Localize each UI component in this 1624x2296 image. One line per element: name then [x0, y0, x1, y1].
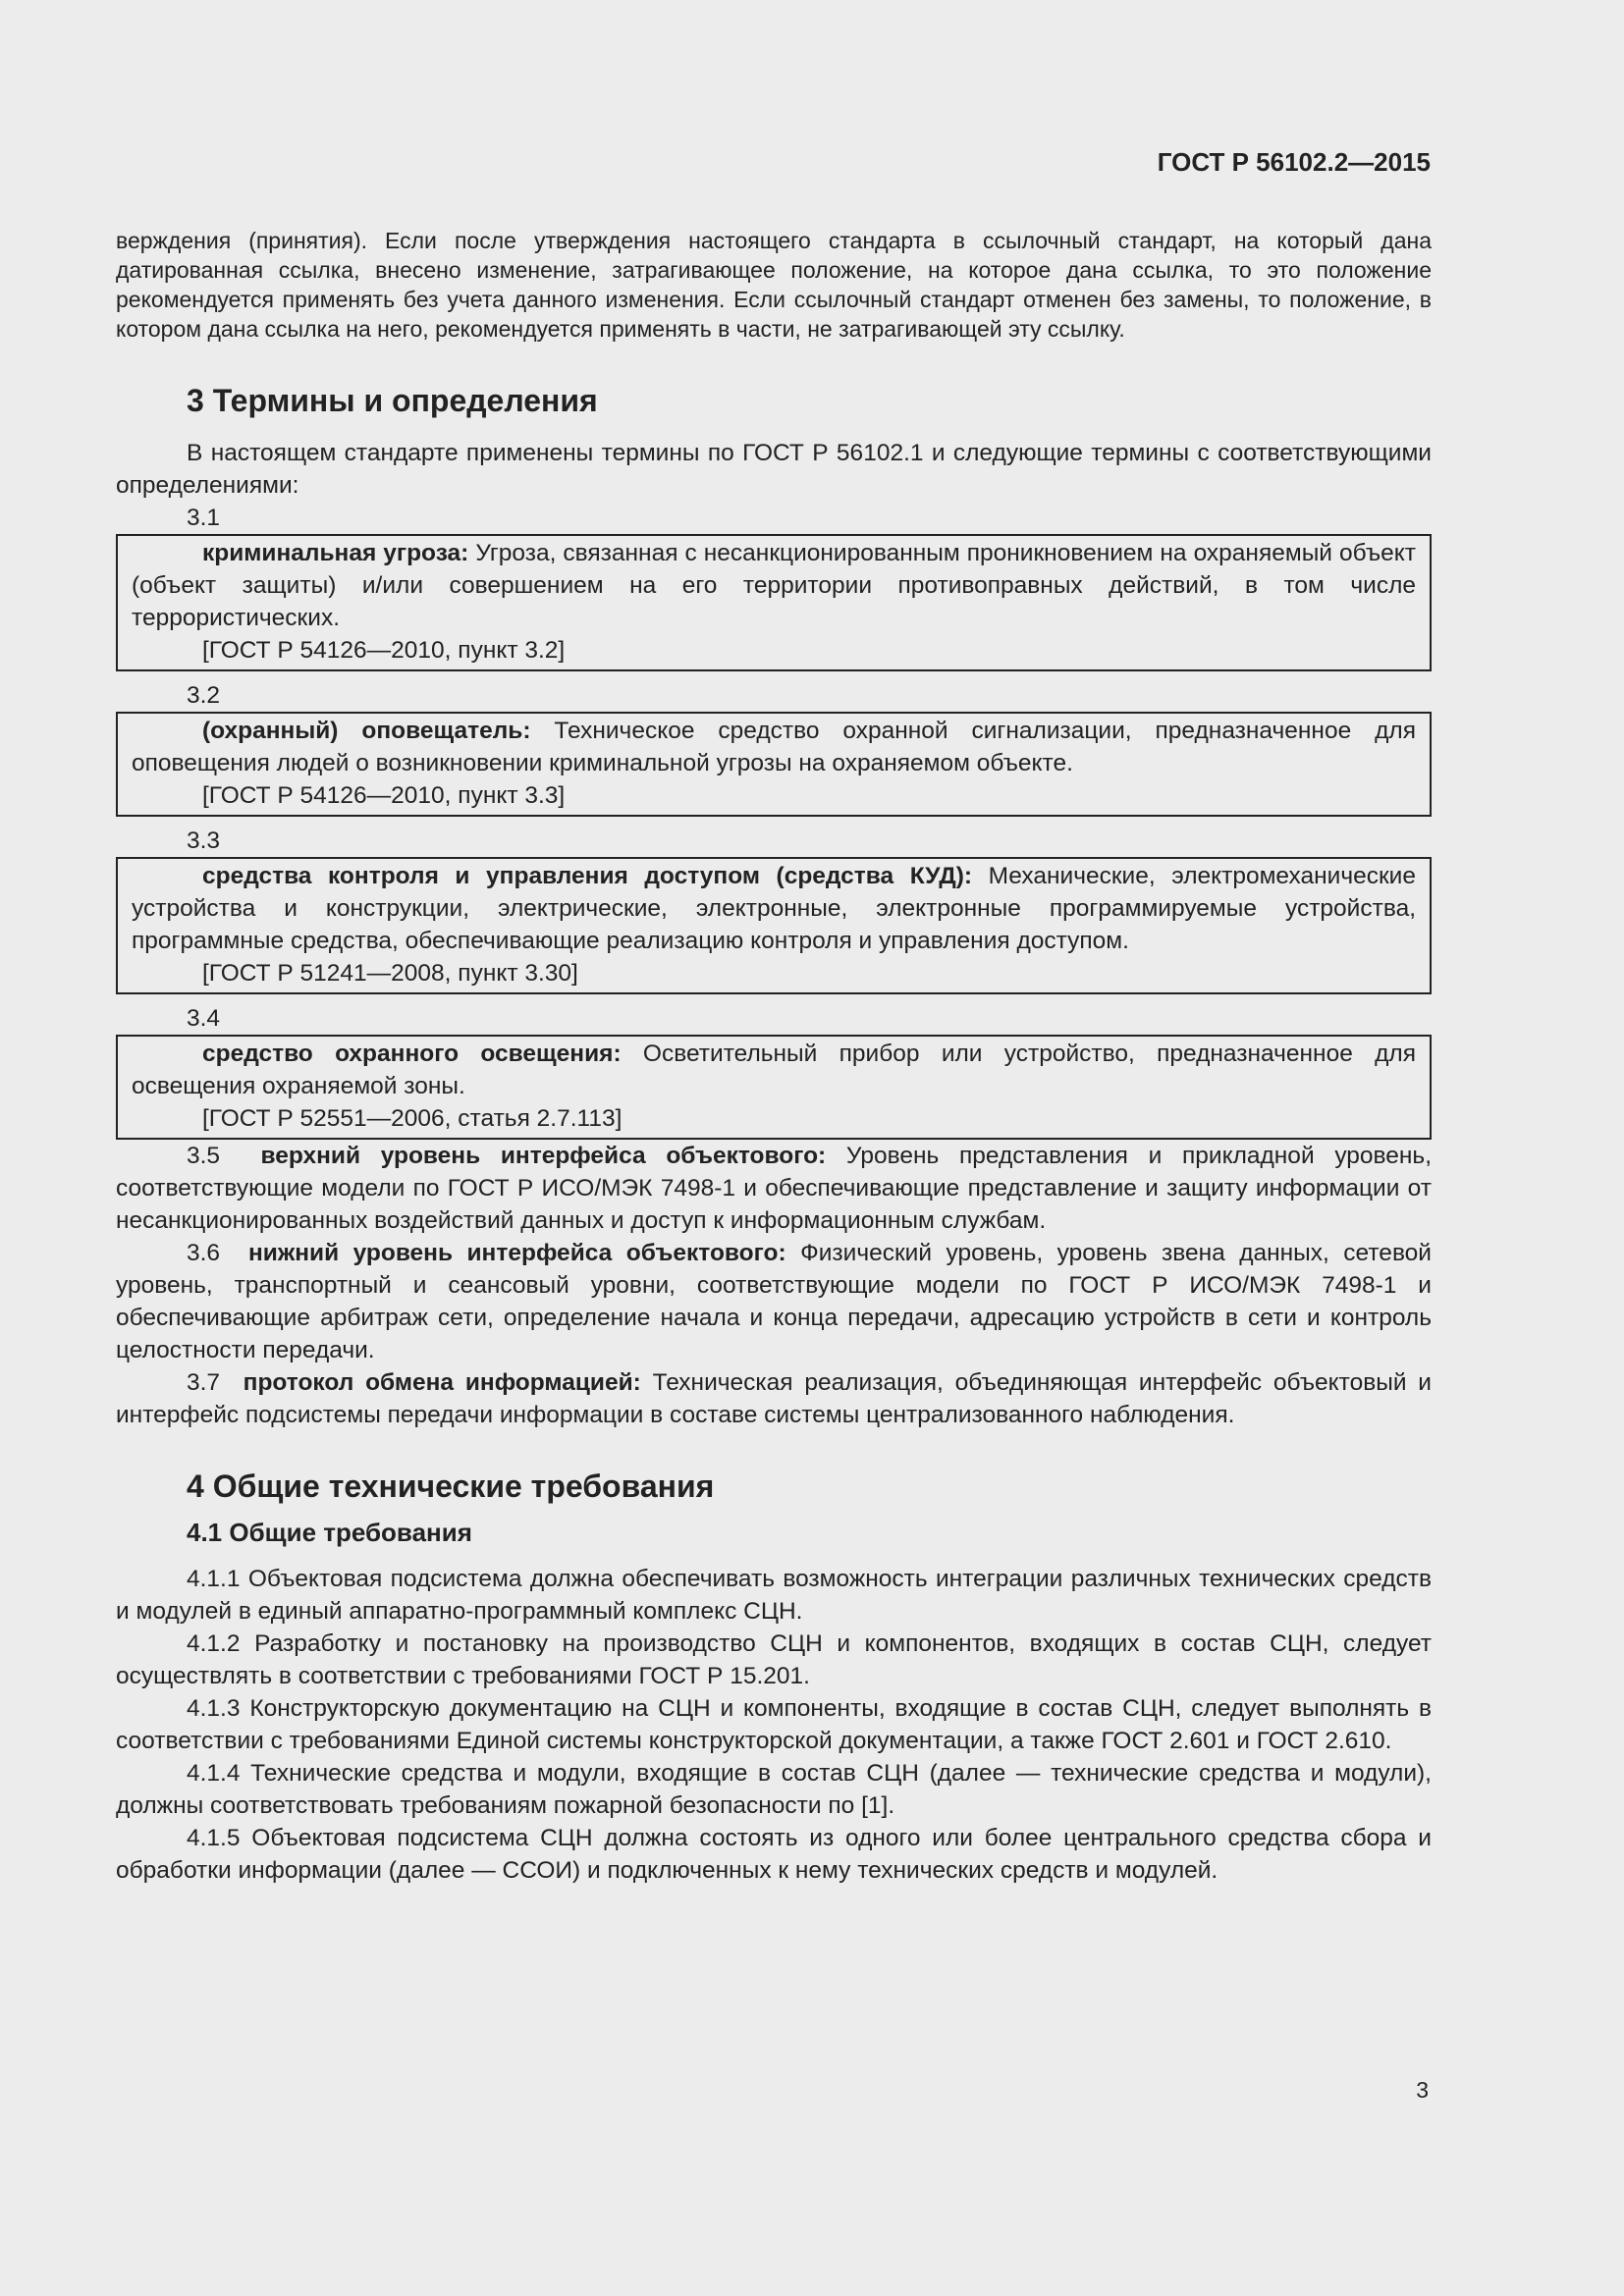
term-definition	[132, 860, 1416, 957]
section-4-title: 4 Общие технические требования	[187, 1468, 715, 1504]
term-text: Осветительный прибор или устройство, предназначенное для освещения охраняемой зоны.	[132, 1041, 1416, 1099]
term-number: 3.5	[187, 1143, 221, 1169]
item-text: Объектовая подсистема СЦН должна состоять из одного или более центрального средства сбора и обработки информации (далее — ССОИ) и подключенных к нему технических средств и модулей.	[116, 1825, 1432, 1884]
term-source: [ГОСТ Р 51241—2008, пункт 3.30]	[202, 960, 578, 987]
term-text: Техническая реализация, объединяющая интерфейс объектовый и интерфейс подсистемы передачи информации в составе системы централизованного наблюдения.	[116, 1369, 1432, 1428]
section-3-intro: В настоящем стандарте применены термины по ГОСТ Р 56102.1 и следующие термины с соответствующими определениями:	[116, 440, 1432, 499]
item-number: 4.1.1	[187, 1566, 241, 1592]
page-number: 3	[1416, 2077, 1429, 2103]
subsection-4-1-title: 4.1 Общие требования	[187, 1518, 472, 1547]
term-text: Техническое средство охранной сигнализации, предназначенное для оповещения людей о возникновении криминальной угрозы на охраняемом объекте.	[132, 718, 1416, 776]
term-number: 3.7	[187, 1369, 221, 1396]
term-box-3-1	[116, 534, 1432, 671]
item-text: Объектовая подсистема должна обеспечивать возможность интеграции различных технических средств и модулей в единый аппаратно-программный комплекс СЦН.	[116, 1566, 1432, 1625]
term-source: [ГОСТ Р 54126—2010, пункт 3.2]	[202, 637, 566, 664]
term-number-3-4: 3.4	[187, 1005, 221, 1032]
term-number-3-3: 3.3	[187, 828, 221, 854]
term-box-3-2	[116, 712, 1432, 817]
term-definition	[132, 715, 1416, 779]
item-4-1-1	[116, 1563, 1432, 1628]
item-4-1-4	[116, 1757, 1432, 1822]
term-number: 3.6	[187, 1240, 221, 1266]
intro-paragraph: верждения (принятия). Если после утверждения настоящего стандарта в ссылочный стандарт, на который дана датированная ссылка, внесено изменение, затрагивающее положение, на которое дана ссылка, то это положение рекомендуется применять без учета данного изменения. Если ссылочный стандарт отменен без замены, то положение, в котором дана ссылка на него, рекомендуется применять в части, не затрагивающей эту ссылку.	[116, 228, 1432, 342]
section-3-title: 3 Термины и определения	[187, 383, 598, 418]
item-4-1-5	[116, 1822, 1432, 1887]
term-name: верхний уровень интерфейса объектового:	[260, 1143, 827, 1169]
term-3-5	[116, 1140, 1432, 1237]
term-3-6	[116, 1237, 1432, 1366]
term-name: средства контроля и управления доступом (средства КУД):	[202, 863, 973, 889]
term-box-3-4	[116, 1035, 1432, 1140]
item-text: Конструкторскую документацию на СЦН и компоненты, входящие в состав СЦН, следует выполнять в соответствии с требованиями Единой системы конструкторской документации, а также ГОСТ 2.601 и ГОСТ 2.610.	[116, 1695, 1432, 1754]
item-4-1-2	[116, 1628, 1432, 1692]
term-name: протокол обмена информацией:	[243, 1369, 641, 1396]
item-number: 4.1.5	[187, 1825, 241, 1851]
item-text: Разработку и постановку на производство СЦН и компонентов, входящих в состав СЦН, следует осуществлять в соответствии с требованиями ГОСТ Р 15.201.	[116, 1630, 1432, 1689]
item-number: 4.1.3	[187, 1695, 241, 1722]
term-text: Механические, электромеханические устройства и конструкции, электрические, электронные, электронные программируемые устройства, программные средства, обеспечивающие реализацию контроля и управления доступом.	[132, 863, 1416, 954]
term-text: Уровень представления и прикладной уровень, соответствующие модели по ГОСТ Р ИСО/МЭК 7498-1 и обеспечивающие представление и защиту информации от несанкционированных воздействий данных и доступ к информационным службам.	[116, 1143, 1433, 1234]
term-name: средство охранного освещения:	[202, 1041, 622, 1067]
term-definition	[132, 537, 1416, 634]
item-number: 4.1.2	[187, 1630, 241, 1657]
term-source: [ГОСТ Р 54126—2010, пункт 3.3]	[202, 782, 566, 809]
item-text: Технические средства и модули, входящие в состав СЦН (далее — технические средства и модули), должны соответствовать требованиям пожарной безопасности по [1].	[116, 1760, 1432, 1819]
term-3-7	[116, 1366, 1432, 1431]
item-number: 4.1.4	[187, 1760, 241, 1787]
term-name: нижний уровень интерфейса объектового:	[247, 1240, 786, 1266]
term-box-3-3	[116, 857, 1432, 994]
term-definition	[132, 1038, 1416, 1102]
term-text: Физический уровень, уровень звена данных, сетевой уровень, транспортный и сеансовый уровни, соответствующие модели по ГОСТ Р ИСО/МЭК 7498-1 и обеспечивающие арбитраж сети, определение начала и конца передачи, адресацию устройств в сети и контроль целостности передачи.	[116, 1240, 1432, 1363]
term-name: криминальная угроза:	[202, 540, 469, 566]
term-source: [ГОСТ Р 52551—2006, статья 2.7.113]	[202, 1105, 623, 1132]
term-name: (охранный) оповещатель:	[202, 718, 531, 744]
term-number-3-2: 3.2	[187, 682, 221, 709]
item-4-1-3	[116, 1692, 1432, 1757]
term-text: Угроза, связанная с несанкционированным проникновением на охраняемый объект (объект защиты) и/или совершением на его территории противоправных действий, в том числе террористических.	[132, 540, 1416, 631]
document-header: ГОСТ Р 56102.2—2015	[1157, 147, 1431, 177]
term-number-3-1: 3.1	[187, 505, 221, 531]
page-content	[116, 147, 1432, 1887]
